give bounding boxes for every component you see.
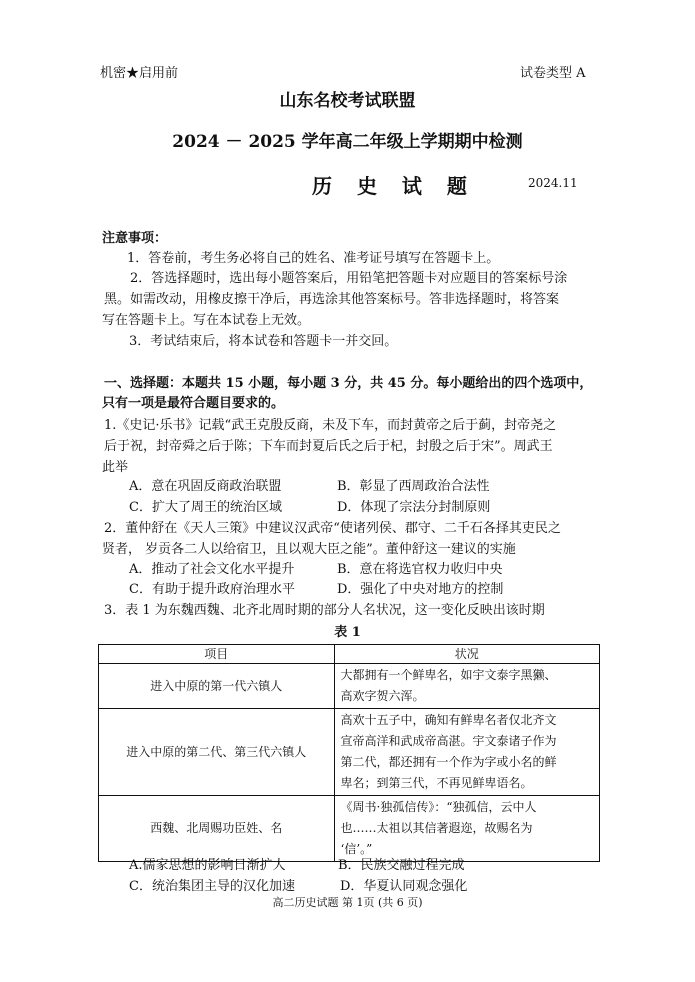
notice-item-2-line-3: 写在答题卡上。写在本试卷上无效。 — [102, 313, 311, 328]
status-line: 高欢字贺六浑。 — [340, 689, 425, 703]
q2-option-a: A．推动了社会文化水平提升 — [129, 562, 295, 577]
notice-item-2-line-1: 2．答选择题时，选出每小题答案后，用铅笔把答题卡对应题目的答案标号涂 — [130, 271, 568, 286]
table-cell-status — [334, 664, 600, 709]
status-line: 卑名；到第三代，不再见鲜卑语名。 — [340, 776, 533, 790]
notice-item-2-line-2: 黑。如需改动，用橡皮擦干净后，再选涂其他答案标号。答非选择题时，将答案 — [104, 292, 560, 307]
q2-stem-line-2: 贤者， 岁贡各二人以给宿卫，且以观大臣之能”。董仲舒这一建议的实施 — [102, 542, 516, 557]
table-cell-item: 进入中原的第一代六镇人 — [99, 664, 335, 709]
table-header-row — [99, 645, 600, 664]
q3-option-b: B．民族交融过程完成 — [338, 858, 465, 873]
data-table — [98, 644, 600, 862]
q1-stem-line-1: 1.《史记·乐书》记载“武王克殷反商，未及下车，而封黄帝之后于蓟，封帝尧之 — [104, 418, 557, 433]
section-heading-line-2: 只有一项是最符合题目要求的。 — [102, 396, 285, 411]
status-line: 高欢十五子中，确知有鲜卑名者仅北齐文 — [340, 713, 557, 727]
q1-option-d: D．体现了宗法分封制原则 — [337, 500, 491, 515]
q1-stem-line-3: 此举 — [102, 460, 129, 475]
confidential-label: 机密★启用前 — [100, 66, 179, 81]
paper-type-label: 试卷类型 A — [520, 66, 586, 81]
section-heading-line-1: 一、选择题：本题共 15 小题，每小题 3 分，共 45 分。每小题给出的四个选项中， — [104, 376, 593, 391]
q2-option-c: C．有助于提升政府治理水平 — [129, 582, 295, 597]
exam-date: 2024.11 — [528, 176, 578, 190]
q1-option-a: A．意在巩固反商政治联盟 — [129, 479, 282, 494]
table-header-item: 项目 — [99, 645, 335, 664]
notice-item-3: 3．考试结束后，将本试卷和答题卡一并交回。 — [129, 334, 398, 349]
table-caption: 表 1 — [334, 625, 361, 640]
q2-option-b: B．意在将选官权力收归中央 — [337, 562, 503, 577]
table-cell-status — [334, 796, 600, 862]
q2-option-d: D．强化了中央对地方的控制 — [337, 582, 504, 597]
subject-title: 历 史 试 题 — [312, 174, 476, 198]
notice-item-1: 1．答卷前，考生务必将自己的姓名、准考证号填写在答题卡上。 — [127, 251, 500, 266]
org-title: 山东名校考试联盟 — [279, 91, 416, 111]
q3-stem-line-1: 3．表 1 为东魏西魏、北齐北周时期的部分人名状况，这一变化反映出该时期 — [104, 603, 545, 618]
status-line: 宣帝高洋和武成帝高湛。宇文泰诸子作为 — [340, 734, 557, 748]
table-cell-item: 进入中原的第二代、第三代六镇人 — [99, 709, 335, 796]
q3-option-a: A.儒家思想的影响日渐扩大 — [129, 858, 286, 873]
exam-title: 2024 － 2025 学年高二年级上学期期中检测 — [172, 132, 523, 152]
q1-stem-line-2: 后于祝，封帝舜之后于陈；下车而封夏后氏之后于杞，封殷之后于宋”。周武王 — [104, 439, 553, 454]
table-cell-item: 西魏、北周赐功臣姓、名 — [99, 796, 335, 862]
table-cell-status — [334, 709, 600, 796]
status-line: 大都拥有一个鲜卑名，如宇文泰字黑獭、 — [340, 668, 557, 682]
q3-option-c: C．统治集团主导的汉化加速 — [129, 879, 295, 894]
status-line: 也……太祖以其信著遐迩，故赐名为 — [340, 821, 533, 835]
status-line: 《周书·独孤信传》：“独孤信，云中人 — [340, 800, 537, 814]
notice-heading: 注意事项： — [102, 231, 168, 246]
table-row — [99, 664, 600, 709]
table-row — [99, 796, 600, 862]
status-line: ‘信’。” — [340, 842, 373, 856]
q3-option-d: D．华夏认同观念强化 — [340, 879, 468, 894]
q2-stem-line-1: 2．董仲舒在《天人三策》中建议汉武帝“使诸列侯、郡守、二千石各择其吏民之 — [104, 521, 561, 536]
table-row — [99, 709, 600, 796]
table-header-status: 状况 — [334, 645, 600, 664]
q1-option-b: B．彰显了西周政治合法性 — [337, 479, 490, 494]
page-footer: 高二历史试题 第 1页 (共 6 页) — [272, 896, 423, 909]
status-line: 第二代，都还拥有一个作为字或小名的鲜 — [340, 755, 557, 769]
q1-option-c: C．扩大了周王的统治区域 — [129, 500, 282, 515]
